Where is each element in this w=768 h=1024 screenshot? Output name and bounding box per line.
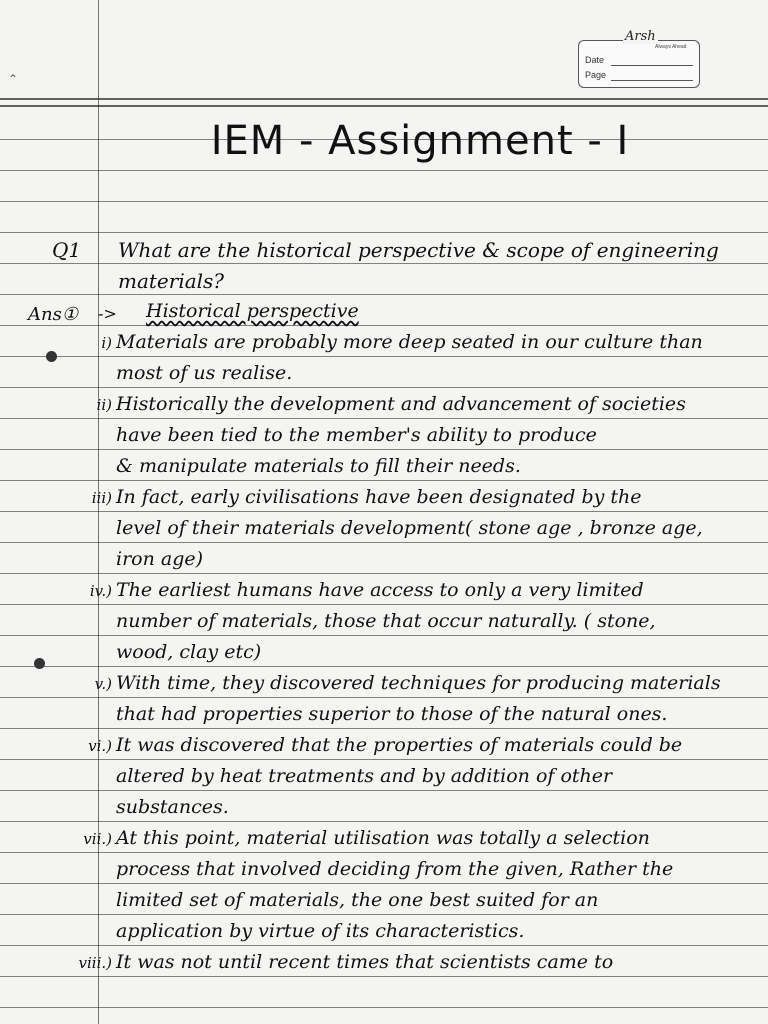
ruled-line [0, 666, 768, 667]
point-line: With time, they discovered techniques for producing materials [116, 672, 721, 694]
point-line: limited set of materials, the one best suited for an [116, 889, 599, 911]
point-line: application by virtue of its characteristics. [116, 920, 525, 942]
ruled-line [0, 852, 768, 853]
point-line: It was discovered that the properties of materials could be [116, 734, 683, 756]
ruled-line [0, 201, 768, 202]
arrow-icon: -> [98, 304, 117, 323]
point-line: wood, clay etc) [116, 641, 262, 663]
point-line: number of materials, those that occur naturally. ( stone, [116, 610, 656, 632]
ruled-line [0, 263, 768, 264]
point-number: viii.) [78, 954, 112, 972]
ruled-line [0, 542, 768, 543]
point-line: & manipulate materials to fill their needs. [116, 455, 521, 477]
ruled-line [0, 697, 768, 698]
answer-label: Ans① [28, 304, 78, 325]
date-label: Date [585, 55, 605, 65]
point-line: Materials are probably more deep seated in our culture than [116, 331, 703, 353]
ruled-line [0, 170, 768, 171]
header-rule [0, 98, 768, 100]
ruled-line [0, 976, 768, 977]
header-rule [0, 105, 768, 107]
edge-mark: ⌃ [8, 72, 19, 86]
point-line: In fact, early civilisations have been designated by the [116, 486, 642, 508]
point-number: iv.) [89, 582, 112, 600]
point-number: v.) [94, 675, 112, 693]
point-line: It was not until recent times that scientists came to [116, 951, 614, 973]
date-page-box [578, 29, 700, 88]
ruled-line [0, 821, 768, 822]
brand-tagline: Always Ahead [655, 44, 687, 50]
ruled-line [0, 232, 768, 233]
ruled-line [0, 294, 768, 295]
ruled-line [0, 511, 768, 512]
ruled-line [0, 1007, 768, 1008]
section-heading: Historical perspective [146, 300, 359, 322]
point-line: most of us realise. [116, 362, 293, 384]
question-label: Q1 [52, 238, 82, 262]
point-line: The earliest humans have access to only a very limited [116, 579, 644, 601]
point-line: that had properties superior to those of the natural ones. [116, 703, 668, 725]
point-number: i) [101, 334, 112, 352]
ruled-line [0, 356, 768, 357]
ruled-line [0, 883, 768, 884]
ruled-line [0, 480, 768, 481]
point-number: ii) [96, 396, 112, 414]
margin-line [98, 0, 99, 1024]
point-line: have been tied to the member's ability to produce [116, 424, 597, 446]
point-line: process that involved deciding from the given, Rather the [116, 858, 674, 880]
question-line: materials? [118, 269, 225, 293]
ruled-line [0, 449, 768, 450]
point-number: vii.) [83, 830, 112, 848]
ruled-line [0, 387, 768, 388]
punch-hole [34, 658, 45, 669]
ruled-line [0, 945, 768, 946]
ruled-line [0, 325, 768, 326]
ruled-line [0, 418, 768, 419]
ruled-line [0, 759, 768, 760]
brand-logo: Arsh [625, 29, 656, 44]
page-label: Page [585, 70, 607, 80]
ruled-line [0, 914, 768, 915]
date-line [611, 65, 693, 66]
question-line: What are the historical perspective & scope of engineering [118, 238, 719, 262]
point-line: level of their materials development( stone age , bronze age, [116, 517, 703, 539]
ruled-line [0, 573, 768, 574]
ruled-line [0, 604, 768, 605]
ruled-line [0, 728, 768, 729]
ruled-line [0, 635, 768, 636]
point-line: At this point, material utilisation was totally a selection [116, 827, 650, 849]
ruled-line [0, 790, 768, 791]
punch-hole [46, 351, 57, 362]
point-line: iron age) [116, 548, 204, 570]
page-title: IEM - Assignment - I [210, 118, 630, 164]
page-line [611, 80, 693, 81]
point-number: iii) [91, 489, 112, 507]
point-line: altered by heat treatments and by addition of other [116, 765, 613, 787]
point-line: substances. [116, 796, 229, 818]
point-line: Historically the development and advancement of societies [116, 393, 686, 415]
point-number: vi.) [88, 737, 112, 755]
